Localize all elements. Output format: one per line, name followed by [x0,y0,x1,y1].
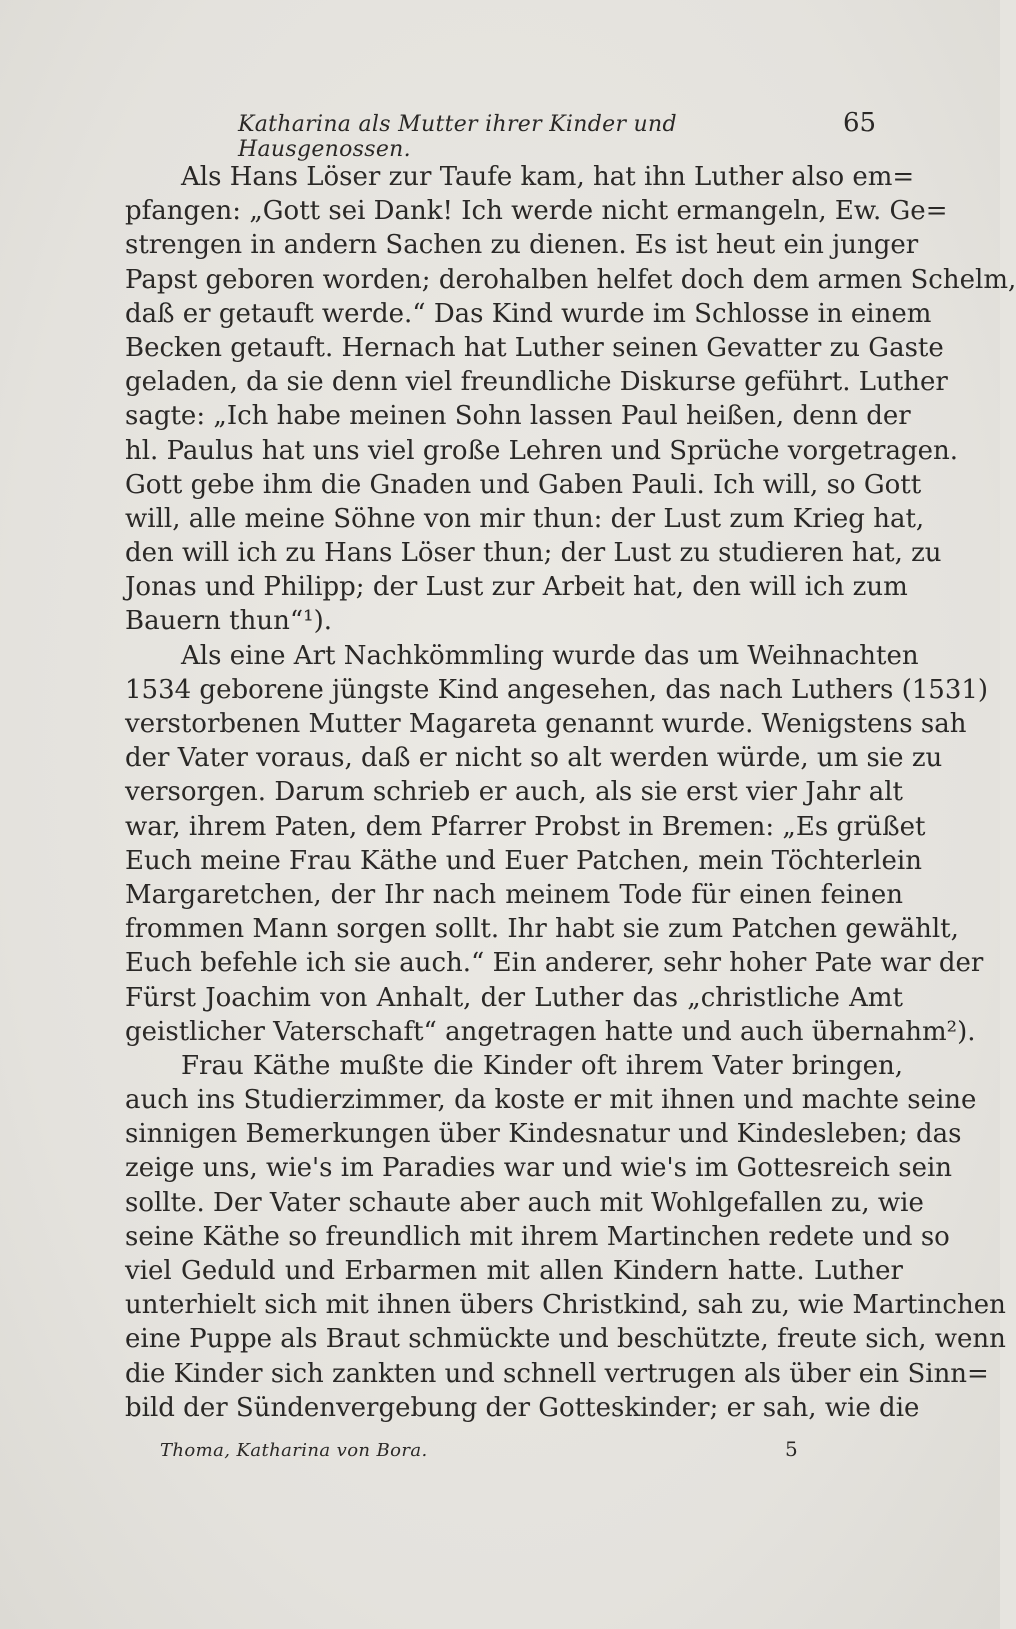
text-line: Gott gebe ihm die Gnaden und Gaben Pauli. Ich will, so Gott [125,469,922,500]
text-line: daß er getauft werde.“ Das Kind wurde im Schlosse in einem [125,298,932,329]
text-line: sinnigen Bemerkungen über Kindesnatur und Kindesleben; das [125,1119,962,1150]
text-line: der Vater voraus, daß er nicht so alt werden würde, um sie zu [125,743,943,774]
text-line: verstorbenen Mutter Magareta genannt wurde. Wenigstens sah [125,709,967,739]
text-line: Jonas und Philipp; der Lust zur Arbeit hat, den will ich zum [125,572,908,603]
text-line: den will ich zu Hans Löser thun; der Lust zu studieren hat, zu [125,538,942,569]
text-line: pfangen: „Gott sei Dank! Ich werde nicht ermangeln, Ew. Ge= [125,196,948,227]
text-line: Frau Käthe mußte die Kinder oft ihrem Vater bringen, [181,1050,903,1081]
text-line: versorgen. Darum schrieb er auch, als sie erst vier Jahr alt [125,777,903,808]
body-text [125,160,1016,1425]
text-line: auch ins Studierzimmer, da koste er mit ihnen und machte seine [125,1085,977,1116]
text-line: eine Puppe als Braut schmückte und beschützte, freute sich, wenn [125,1324,1006,1355]
text-line: strengen in andern Sachen zu dienen. Es ist heut ein junger [125,230,919,261]
text-line: bild der Sündenvergebung der Gotteskinder; er sah, wie die [125,1392,920,1423]
text-line: Fürst Joachim von Anhalt, der Luther das „christliche Amt [125,982,903,1013]
text-line: Becken getauft. Hernach hat Luther seinen Gevatter zu Gaste [125,332,944,363]
text-line: war, ihrem Paten, dem Pfarrer Probst in Bremen: „Es grüßet [125,811,926,842]
text-line: unterhielt sich mit ihnen übers Christkind, sah zu, wie Martinchen [125,1290,1006,1321]
text-line: 1534 geborene jüngste Kind angesehen, das nach Luthers (1531) [125,674,989,705]
text-line: Euch befehle ich sie auch.“ Ein anderer, sehr hoher Pate war der [125,948,984,979]
text-line: geladen, da sie denn viel freundliche Diskurse geführt. Luther [125,367,948,398]
text-line: frommen Mann sorgen sollt. Ihr habt sie zum Patchen gewählt, [125,914,959,945]
page-number: 65 [843,108,877,138]
text-line: Margaretchen, der Ihr nach meinem Tode für einen feinen [125,879,903,910]
text-line: geistlicher Vaterschaft“ angetragen hatte und auch übernahm²). [125,1016,976,1047]
text-line: sollte. Der Vater schaute aber auch mit Wohlgefallen zu, wie [125,1187,924,1218]
text-line: zeige uns, wie's im Paradies war und wie's im Gottesreich sein [125,1153,953,1184]
running-head: Katharina als Mutter ihrer Kinder und Hausgenossen. [238,112,677,162]
signature-mark: 5 [785,1437,798,1461]
text-line: Als Hans Löser zur Taufe kam, hat ihn Luther also em= [181,162,915,192]
text-line: will, alle meine Söhne von mir thun: der Lust zum Krieg hat, [125,503,925,534]
text-line: Als eine Art Nachkömmling wurde das um Weihnachten [181,640,919,671]
text-line: sagte: „Ich habe meinen Sohn lassen Paul heißen, denn der [125,401,911,432]
text-line: Euch meine Frau Käthe und Euer Patchen, mein Töchterlein [125,845,922,876]
text-line: viel Geduld und Erbarmen mit allen Kindern hatte. Luther [125,1256,903,1286]
text-line: seine Käthe so freundlich mit ihrem Martinchen redete und so [125,1221,950,1252]
signature-line: Thoma, Katharina von Bora. [160,1440,428,1461]
text-line: Papst geboren worden; derohalben helfet doch dem armen Schelm, [125,264,1016,295]
text-line: Bauern thun“¹). [125,606,332,637]
text-line: hl. Paulus hat uns viel große Lehren und Sprüche vorgetragen. [125,435,959,466]
text-line: die Kinder sich zankten und schnell vertrugen als über ein Sinn= [125,1358,989,1389]
